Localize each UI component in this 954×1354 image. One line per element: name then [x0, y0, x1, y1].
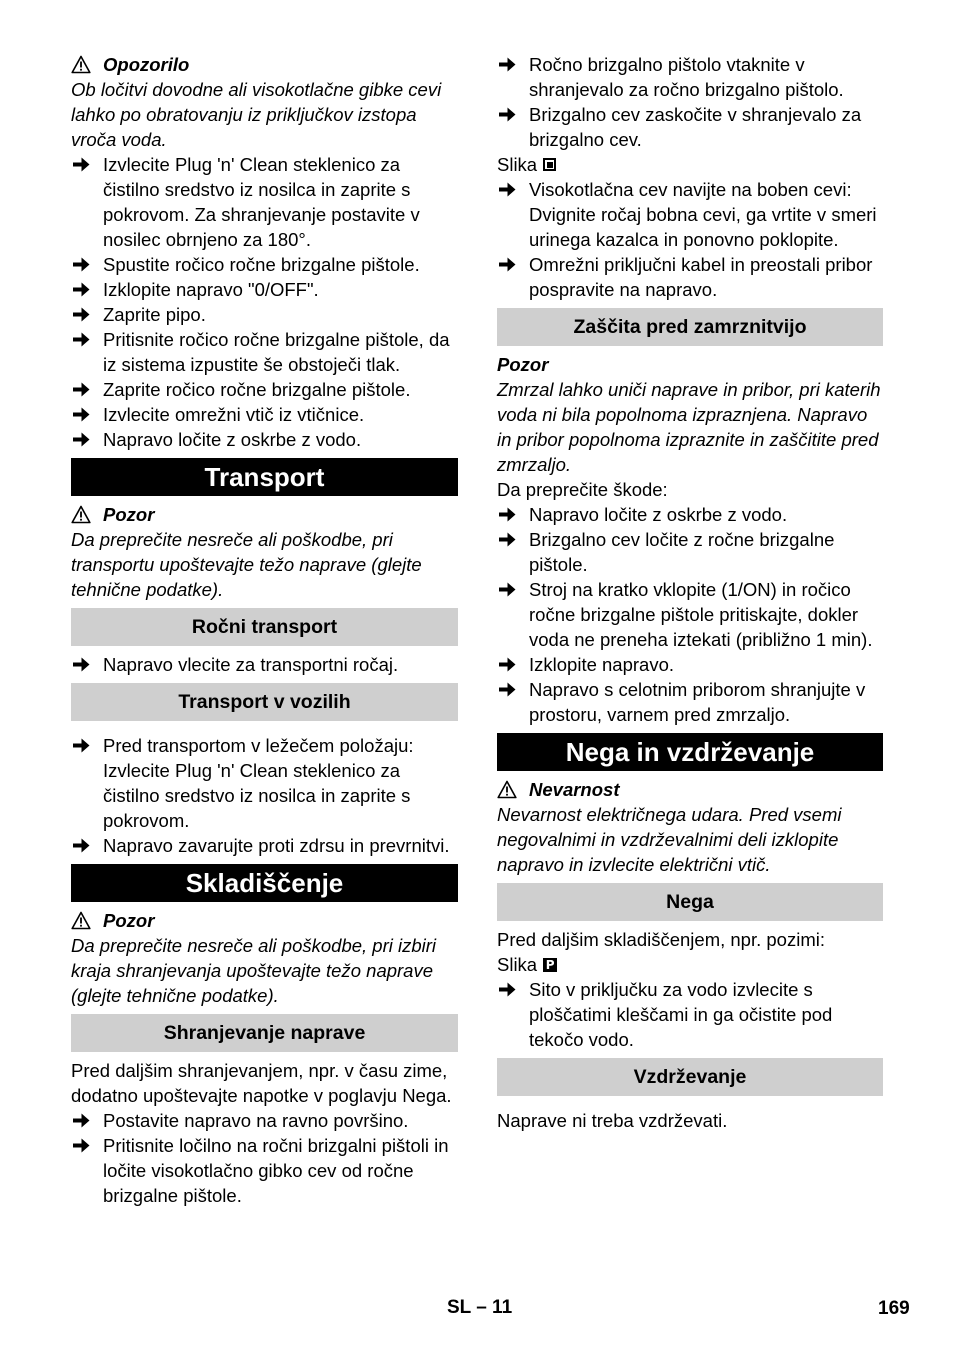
- warning-triangle-icon: [71, 55, 91, 74]
- right-column: [497, 52, 883, 1133]
- list-item: Napravo zavarujte proti zdrsu in prevrnitvi.: [71, 833, 458, 858]
- arrow-right-icon: [499, 57, 516, 72]
- subsection-heading-transport-v-vozilih: Transport v vozilih: [71, 683, 458, 721]
- warning-heading: [497, 352, 883, 377]
- warning-title: Nevarnost: [529, 779, 620, 800]
- list-item: Brizgalno cev zaskočite v shranjevalo za brizgalno cev.: [497, 102, 883, 152]
- paragraph: Pred daljšim shranjevanjem, npr. v času zime, dodatno upoštevajte napotke v poglavju Nega.: [71, 1060, 452, 1106]
- page-number: 169: [878, 1298, 910, 1319]
- arrow-right-icon: [499, 107, 516, 122]
- list-item: Pritisnite ločilno na ročni brizgalni pištoli in ločite visokotlačno gibko cev od ročne brizgalne pištole.: [71, 1133, 458, 1208]
- arrow-right-icon: [73, 382, 90, 397]
- arrow-right-icon: [73, 1138, 90, 1153]
- arrow-right-icon: [499, 682, 516, 697]
- section-heading-transport: Transport: [71, 458, 458, 496]
- subsection-heading-shranjevanje-naprave: Shranjevanje naprave: [71, 1014, 458, 1052]
- arrow-right-icon: [499, 657, 516, 672]
- warning-triangle-icon: [71, 911, 91, 930]
- arrow-right-icon: [499, 982, 516, 997]
- arrow-right-icon: [73, 657, 90, 672]
- paragraph: Da preprečite škode:: [497, 479, 668, 500]
- warning-title: Pozor: [103, 910, 155, 931]
- figure-reference: Slika: [497, 152, 883, 177]
- figure-o-icon: [543, 158, 556, 171]
- warning-text: Ob ločitvi dovodne ali visokotlačne gibke cevi lahko po obratovanju iz priključkov izstopa vroča voda.: [71, 79, 442, 150]
- warning-text: Da preprečite nesreče ali poškodbe, pri transportu upoštevajte težo naprave (glejte tehnične podatke).: [71, 529, 422, 600]
- subsection-heading-rocni-transport: Ročni transport: [71, 608, 458, 646]
- arrow-right-icon: [73, 407, 90, 422]
- paragraph: Naprave ni treba vzdrževati.: [497, 1110, 728, 1131]
- warning-heading: [71, 52, 458, 77]
- warning-title: Pozor: [497, 354, 549, 375]
- paragraph: Pred daljšim skladiščenjem, npr. pozimi:: [497, 929, 825, 950]
- arrow-right-icon: [73, 838, 90, 853]
- list-item: Stroj na kratko vklopite (1/ON) in ročico ročne brizgalne pištole pritiskajte, dokler voda ne preneha iztekati (približno 1 min).: [497, 577, 883, 652]
- list-item: Izvlecite omrežni vtič iz vtičnice.: [71, 402, 458, 427]
- figure-reference: Slika P: [497, 952, 883, 977]
- list-item: Izklopite napravo.: [497, 652, 883, 677]
- arrow-right-icon: [499, 532, 516, 547]
- warning-title: Pozor: [103, 504, 155, 525]
- arrow-right-icon: [73, 332, 90, 347]
- list-item: Izklopite napravo "0/OFF".: [71, 277, 458, 302]
- arrow-right-icon: [73, 1113, 90, 1128]
- arrow-right-icon: [499, 257, 516, 272]
- warning-title: Opozorilo: [103, 54, 190, 75]
- list-item: Pritisnite ročico ročne brizgalne pištole, da iz sistema izpustite še obstoječi tlak.: [71, 327, 458, 377]
- subsection-heading-nega: Nega: [497, 883, 883, 921]
- arrow-right-icon: [73, 257, 90, 272]
- warning-triangle-icon: [71, 505, 91, 524]
- subsection-heading-zascita: Zaščita pred zamrznitvijo: [497, 308, 883, 346]
- list-item: Izvlecite Plug 'n' Clean steklenico za čistilno sredstvo iz nosilca in zaprite s pokrovom. Za shranjevanje postavite v nosilec obrnjeno za 180°.: [71, 152, 458, 252]
- figure-p-icon: P: [543, 958, 557, 972]
- warning-text: Nevarnost električnega udara. Pred vsemi negovalnimi in vzdrževalnimi deli izklopite napravo in izvlecite električni vtič.: [497, 804, 842, 875]
- left-column: [71, 52, 458, 1208]
- warning-heading: [71, 908, 458, 933]
- list-item: Pred transportom v ležečem položaju: Izvlecite Plug 'n' Clean steklenico za čistilno sredstvo iz nosilca in zaprite s pokrovom.: [71, 733, 458, 833]
- arrow-right-icon: [499, 182, 516, 197]
- list-item: Spustite ročico ročne brizgalne pištole.: [71, 252, 458, 277]
- section-heading-nega-in-vzdrzevanje: Nega in vzdrževanje: [497, 733, 883, 771]
- list-item: Zaprite pipo.: [71, 302, 458, 327]
- arrow-right-icon: [499, 582, 516, 597]
- list-item: Napravo ločite z oskrbe z vodo.: [497, 502, 883, 527]
- list-item: Postavite napravo na ravno površino.: [71, 1108, 458, 1133]
- warning-heading: [497, 777, 883, 802]
- arrow-right-icon: [73, 157, 90, 172]
- arrow-right-icon: [73, 432, 90, 447]
- list-item: Napravo ločite z oskrbe z vodo.: [71, 427, 458, 452]
- warning-text: Zmrzal lahko uniči naprave in pribor, pri katerih voda ni bila popolnoma izpraznjena. Napravo in pribor popolnoma izpraznite in zaščitite pred zmrzaljo.: [497, 379, 881, 475]
- arrow-right-icon: [73, 282, 90, 297]
- list-item: Napravo s celotnim priborom shranjujte v prostoru, varnem pred zmrzaljo.: [497, 677, 883, 727]
- footer-language-page: SL – 11: [447, 1297, 513, 1318]
- section-heading-skladiscenje: Skladiščenje: [71, 864, 458, 902]
- list-item: Sito v priključku za vodo izvlecite s ploščatimi kleščami in ga očistite pod tekočo vodo.: [497, 977, 883, 1052]
- list-item: Visokotlačna cev navijte na boben cevi: Dvignite ročaj bobna cevi, ga vrtite v smeri urinega kazalca in ponovno poklopite.: [497, 177, 883, 252]
- arrow-right-icon: [73, 307, 90, 322]
- warning-triangle-icon: [497, 780, 517, 799]
- list-item: Zaprite ročico ročne brizgalne pištole.: [71, 377, 458, 402]
- subsection-heading-vzdrzevanje: Vzdrževanje: [497, 1058, 883, 1096]
- warning-text: Da preprečite nesreče ali poškodbe, pri izbiri kraja shranjevanja upoštevajte težo naprave (glejte tehnične podatke).: [71, 935, 437, 1006]
- step-list: [71, 152, 458, 452]
- list-item: Napravo vlecite za transportni ročaj.: [71, 652, 458, 677]
- arrow-right-icon: [73, 738, 90, 753]
- arrow-right-icon: [499, 507, 516, 522]
- list-item: Ročno brizgalno pištolo vtaknite v shranjevalo za ročno brizgalno pištolo.: [497, 52, 883, 102]
- warning-heading: [71, 502, 458, 527]
- list-item: Brizgalno cev ločite z ročne brizgalne pištole.: [497, 527, 883, 577]
- list-item: Omrežni priključni kabel in preostali pribor pospravite na napravo.: [497, 252, 883, 302]
